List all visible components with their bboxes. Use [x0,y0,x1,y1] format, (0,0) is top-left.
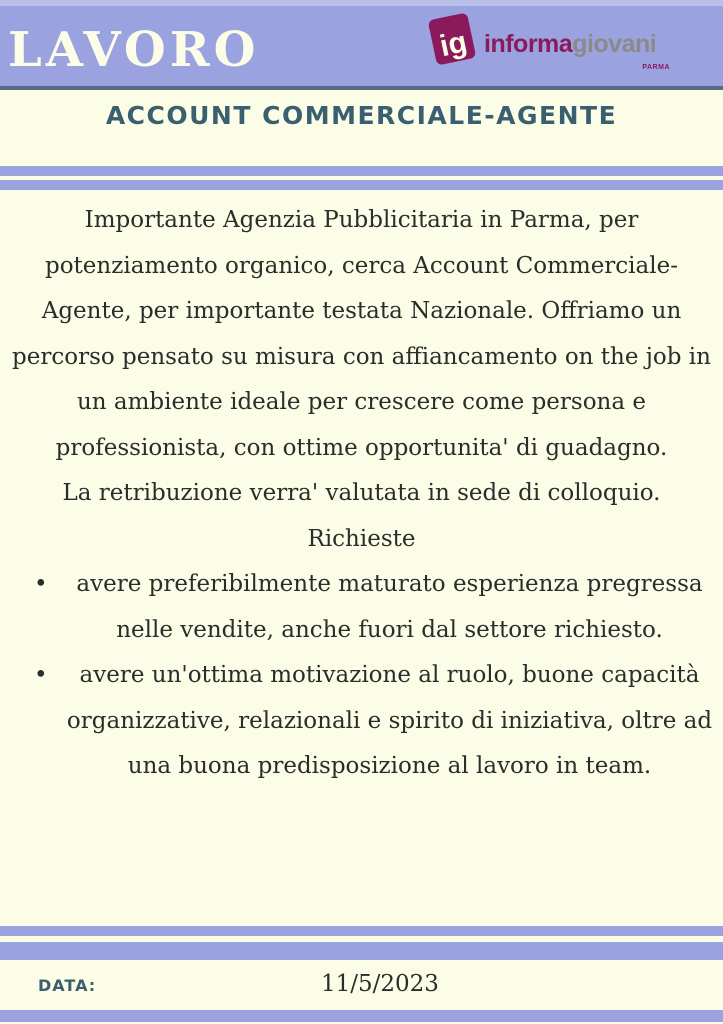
divider-footer [0,1010,723,1022]
logo-word-giovani: giovani [572,30,657,58]
job-title: ACCOUNT COMMERCIALE-AGENTE [105,101,618,130]
list-item [8,653,715,790]
date-label: DATA: [38,976,97,995]
job-description [8,198,715,790]
divider-bottom-2 [0,942,723,960]
requirements-heading: Richieste [307,525,416,552]
header-strip-bottom [0,86,723,90]
requirement-text: avere un'ottima motivazione al ruolo, buone capacità organizzative, relazionali e spirito di iniziativa, oltre ad una buona predisposizione al lavoro in team. [66,662,713,779]
category-title: LAVORO [8,22,260,78]
salary-note: La retribuzione verra' valutata in sede di colloquio. [62,480,661,506]
description-intro: Importante Agenzia Pubblicitaria in Parma, per potenziamento organico, cerca Account Commerciale-Agente, per importante testata Nazionale. Offriamo un percorso pensato su misura con affiancamento on the job in un ambiente ideale per crescere come persona e professionista, con ottime opportunita' di guadagno. [12,207,711,461]
divider-top-1 [0,166,723,176]
svg-text:ig: ig [436,25,470,64]
bullet-icon: • [34,662,48,688]
divider-bottom-1 [0,926,723,936]
requirement-text: avere preferibilmente maturato esperienza pregressa nelle vendite, anche fuori dal settore richiesto. [76,571,703,643]
ig-logo-icon [426,10,482,70]
informagiovani-logo[interactable] [426,10,696,76]
bullet-icon: • [34,571,48,597]
header-strip-top [0,0,723,6]
list-item [8,562,715,653]
date-value: 11/5/2023 [321,971,439,997]
logo-word-informa: informa [484,30,573,58]
divider-top-2 [0,180,723,190]
logo-wordmark [484,32,656,57]
logo-city: PARMA [642,64,670,71]
requirements-list [8,562,715,790]
